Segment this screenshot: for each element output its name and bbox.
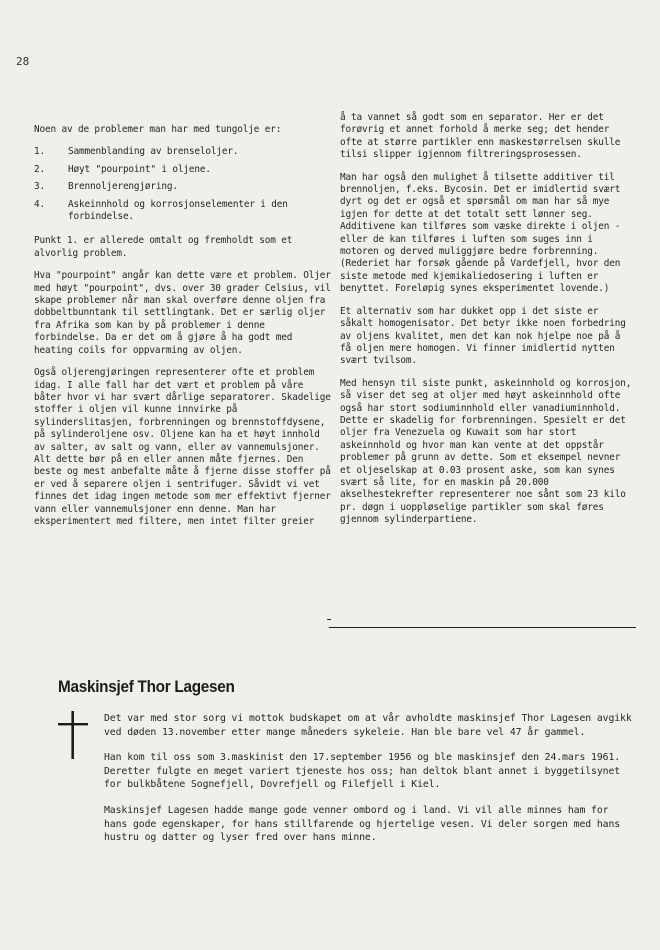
- problem-list: [34, 146, 334, 223]
- list-item-text: Høyt "pourpoint" i oljene.: [68, 163, 211, 175]
- list-item-number: 1.: [34, 146, 45, 158]
- paragraph: å ta vannet så godt som en separator. Her er det forøvrig et annet forhold å merke seg; det hender ofte at større partikler enn maskestørrelsen skulle tilsi slipper igjennom filtreringsprosessen.: [340, 112, 621, 161]
- cross-icon: [58, 711, 88, 759]
- section-divider: [329, 627, 636, 628]
- paragraph: Man har også den mulighet å tilsette additiver til brennoljen, f.eks. Bycosin. Det er imidlertid svært dyrt og det er også et spørsmål om man har så mye igjen for dette at det totalt sett lønner seg. Additivene kan tilføres som væske direkte i oljen - eller de kan tilføres i luften som suges inn i motoren og derved muliggjøre bedre forbrenning. (Rederiet har forsøk gående på Vardefjell, hvor den siste metode med kjemikaliedosering i luften er benyttet. Foreløpig synes eksperimentet lovende.): [340, 171, 621, 295]
- paragraph: Et alternativ som har dukket opp i det siste er såkalt homogenisator. Det betyr ikke noen forbedring av oljens kvalitet, men det kan nok hjelpe noe på å få oljen mere homogen. Vi finner imidlertid nytten svært tvilsom.: [340, 305, 626, 367]
- obituary-text: [104, 712, 636, 857]
- obituary-title: Maskinsjef Thor Lagesen: [58, 677, 235, 696]
- list-item: [34, 164, 334, 176]
- page-number: 28: [16, 55, 30, 68]
- divider: [327, 619, 331, 620]
- right-column: [340, 112, 633, 537]
- list-item: [34, 199, 334, 224]
- paragraph: Hva "pourpoint" angår kan dette være et problem. Oljer med høyt "pourpoint", dvs. over 30 grader Celsius, vil skape problemer når man skal overføre denne oljen fra dobbeltbunntank til settlingtank. Det er særlig oljer fra Afrika som kan by på problemer i denne forbindelse. Da er det om å gjøre å ha godt med heating coils for oppvarming av oljen.: [34, 270, 331, 356]
- paragraph: Med hensyn til siste punkt, askeinnhold og korrosjon, så viser det seg at oljer med høyt askeinnhold ofte også har stort sodiuminnhold eller vanadiuminnhold. Dette er skadelig for forbrenningen. Spesielt er det oljer fra Venezuela og Kuwait som har stort askeinnhold og hvor man kan vente at det oppstår problemer på grunn av dette. Som et eksempel nevner et oljeselskap at 0.03 prosent aske, som kan synes svært så lite, for en maskin på 20.000 akselhestekrefter representerer noe sånt som 23 kilo pr. døgn i uoppløselige partikler som skal føres gjennom sylinderpartiene.: [340, 377, 632, 526]
- list-item-number: 4.: [34, 198, 45, 210]
- list-item-number: 2.: [34, 163, 45, 175]
- list-item: [34, 146, 334, 158]
- paragraph: Han kom til oss som 3.maskinist den 17.september 1956 og ble maskinsjef den 24.mars 1961. Deretter fulgte en meget variert tjeneste hos oss; han deltok blant annet i byggetilsynet for bulkbåtene Sognefjell, Dovrefjell og Filefjell i Kiel.: [104, 752, 621, 791]
- list-item-text: Brennoljerengjøring.: [68, 181, 178, 193]
- intro-text: Noen av de problemer man har med tungolje er:: [34, 124, 282, 135]
- left-column: [34, 124, 334, 538]
- list-item-number: 3.: [34, 181, 45, 193]
- paragraph: Det var med stor sorg vi mottok budskapet om at vår avholdte maskinsjef Thor Lagesen avgikk ved døden 13.november etter mange måneders sykeleie. Han ble bare vel 47 år gammel.: [104, 713, 632, 738]
- paragraph: Også oljerengjøringen representerer ofte et problem idag. I alle fall har det vært et problem på våre båter hvor vi har svært dårlige separatorer. Skadelige stoffer i oljen vil kunne innvirke på sylinderslitasjen, forbrenningen og brennstoffdysene, på sylinderoljene osv. Oljene kan ha et høyt innhold av salter, av salt og vann, eller av vannemulsjoner. Alt dette bør på en eller annen måte fjernes. Den beste og mest anbefalte måte å fjerne disse stoffer på er ved å separere oljen i sentrifuger. Såvidt vi vet finnes det idag ingen metode som mer effektivt fjerner vann eller vannemulsjoner enn denne. Man har eksperimentert med filtere, men intet filter greier: [34, 367, 331, 527]
- paragraph: Maskinsjef Lagesen hadde mange gode venner ombord og i land. Vi vil alle minnes ham for hans gode egenskaper, for hans stillfarende og hjertelige vesen. Vi deler sorgen med hans hustru og datter og lyser fred over hans minne.: [104, 804, 621, 844]
- paragraph: Punkt 1. er allerede omtalt og fremholdt som et alvorlig problem.: [34, 235, 293, 259]
- list-item: [34, 181, 334, 193]
- list-item-text: Askeinnhold og korrosjonselementer i den forbindelse.: [68, 198, 288, 223]
- list-item-text: Sammenblanding av brenseloljer.: [68, 146, 239, 158]
